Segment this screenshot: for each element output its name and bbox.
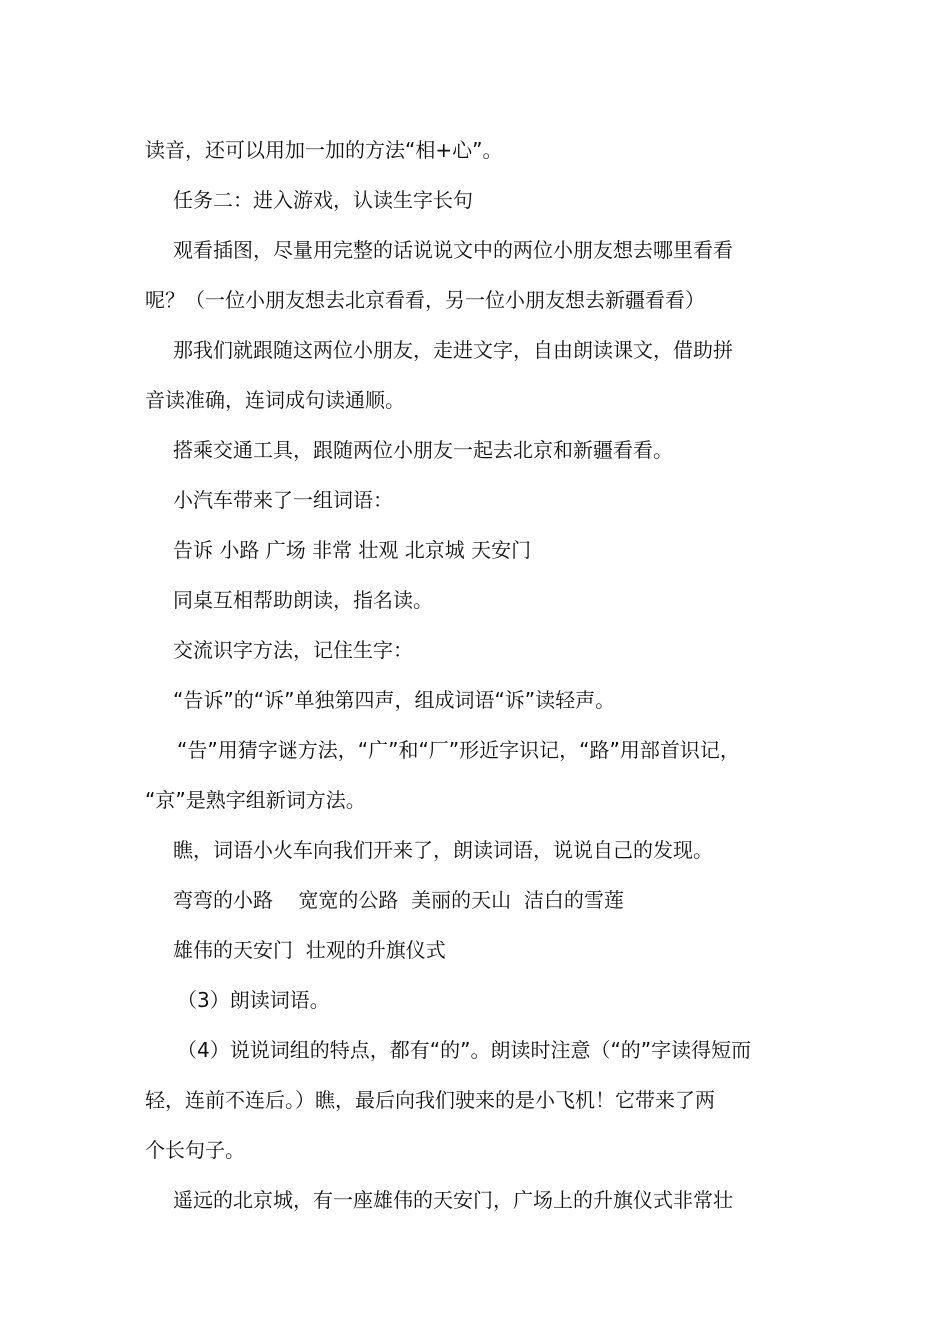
text-line: 雄伟的天安门 壮观的升旗仪式 xyxy=(173,938,446,962)
text-line: 任务二：进入游戏，认读生字长句 xyxy=(173,188,473,212)
text-line: 个长句子。 xyxy=(145,1138,245,1162)
text-line: 搭乘交通工具，跟随两位小朋友一起去北京和新疆看看。 xyxy=(173,438,673,462)
text-line: “告诉”的“诉”单独第四声，组成词语“诉”读轻声。 xyxy=(173,688,616,712)
text-line: 读音，还可以用加一加的方法“相+心”。 xyxy=(145,138,503,162)
text-line: 小汽车带来了一组词语： xyxy=(173,488,393,512)
text-line: 呢？（一位小朋友想去北京看看，另一位小朋友想去新疆看看） xyxy=(145,288,705,312)
text-line: 观看插图，尽量用完整的话说说文中的两位小朋友想去哪里看看 xyxy=(173,238,733,262)
text-line: 弯弯的小路 宽宽的公路 美丽的天山 洁白的雪莲 xyxy=(173,888,624,912)
text-line: 瞧，词语小火车向我们开来了，朗读词语，说说自己的发现。 xyxy=(173,838,713,862)
text-line: 遥远的北京城，有一座雄伟的天安门，广场上的升旗仪式非常壮 xyxy=(173,1188,733,1212)
text-line: 轻，连前不连后。）瞧，最后向我们驶来的是小飞机！它带来了两 xyxy=(145,1088,715,1112)
text-line: 同桌互相帮助朗读，指名读。 xyxy=(173,588,433,612)
text-line: “京”是熟字组新词方法。 xyxy=(145,788,366,812)
text-line: （4）说说词组的特点，都有“的”。朗读时注意（“的”字读得短而 xyxy=(177,1038,752,1062)
text-line: “告”用猜字谜方法，“广”和“厂”形近字识记，“路”用部首识记， xyxy=(177,738,740,762)
text-line: 那我们就跟随这两位小朋友，走进文字，自由朗读课文，借助拼 xyxy=(173,338,733,362)
text-line: 音读准确，连词成句读通顺。 xyxy=(145,388,405,412)
text-line: 交流识字方法，记住生字： xyxy=(173,638,413,662)
text-line: （3）朗读词语。 xyxy=(177,988,330,1012)
text-line: 告诉 小路 广场 非常 壮观 北京城 天安门 xyxy=(173,538,532,562)
